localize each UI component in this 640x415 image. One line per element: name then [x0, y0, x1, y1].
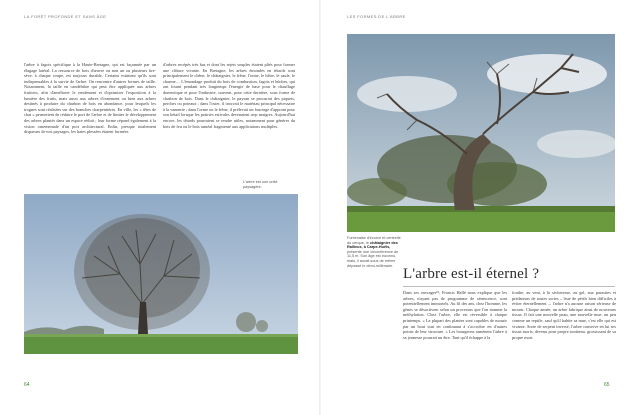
lone-tree-photo [24, 194, 298, 354]
left-column-2-text: d'arbres recépés très bas et dont les rejets souples étaient pliés pour former une clôture vivante. En Bretagne, les arbres émondés en têtards sont principalement le chêne, le châtaignier, le frêne, l'orme, le hêtre, le saule, le charme… L'émondage produit du bois de combustion, fagots et bûches, qui ont fourni pendant très longtemps l'énergie de base pour le chauffage domestique et pour l'industrie, souvent, pour cette dernière, sous forme de charbon de bois. Dans le châtaignier, le paysan se procurait des piquets, perches ou poteaux ; dans l'osier, il trouvait le matériau principal nécessaire à la vannerie ; dans l'orme ou le frêne, il prélevait un fourrage d'appoint pour son bétail lorsque les prairies estivales devenaient trop maigres. Aujourd'hui encore, les têtards pourraient se rendre utiles, notamment pour générer du bois de feu ou le bois raméal fragmenté aux applications multiples. [163, 62, 295, 129]
right-caption [347, 236, 405, 268]
left-column-1-text: l'arbre à fagots spécifique à la Haute-Bretagne, qui est façonnée par un élagage latéral. La ressource de bois d'œuvre ou non un ou plusieurs tire-sève, à chaque coupe, est toujours durable. Certains estiment qu'ils sont indispensables à la survie de l'arbre. On rencontre d'autres formes de taille. Notamment, la taille en candélabre qui peut être appliquée aux arbres fruitiers, afin d'améliorer le rendement et d'optimiser l'exposition à la lumière des fruits, mais aussi aux arbres d'ornement ou bien aux arbres destinés à produire du charbon de bois en abondance, pour lesquels les trognes sont réalisées sur des branches charpentières. En ville, les « têtes de chat » permettent de réduire le port de l'arbre et de limiter le développement des arbres plantés dans un espace réduit ; leur forme répond également à la vision ornementale d'un port architectural. Enfin, presque totalement disparues de nos paysages, les haies plessées étaient formées [24, 62, 156, 135]
left-column-1 [24, 62, 156, 135]
right-caption-bold2: à Carpe-Huëls, [363, 245, 391, 250]
right-caption-rest: présente une circonférence de 11,5 m. Son âge est inconnu, mais, il aurait sous de même dépassé le demi-millénaire. [347, 249, 399, 268]
left-running-head: LA FORÊT PROFONDE ET SANS ÂGE [24, 14, 107, 19]
right-page-number: 65 [604, 382, 610, 388]
old-chestnut-photo [347, 34, 615, 232]
old-chestnut-illustration [347, 34, 615, 232]
right-caption-line1: Fontenaise d'écorce et [347, 236, 386, 240]
right-caption-line2: centrelle du cerque, le [347, 236, 401, 245]
right-caption-bold1: châtaignier des Rallieux, [347, 240, 398, 250]
right-column-1-text: Dans ses ouvrages¹⁸, Francis Hallé nous explique que les arbres, n'ayant pas de programme de sénescence, sont potentiellement immortels. Au fil des ans, chez l'homme, les gènes se désactivent selon un processus que l'on nomme la méthylation. Chez l'arbre, elle est réversible à chaque printemps. « La plupart des plantes sont capables de mourir par un bout tout en continuant à s'accroître en d'autres points de leur structure. » Les bourgeons ramènent l'arbre à sa jeunesse pourrait un être. Tant qu'il échappe à la [403, 290, 507, 340]
left-column-2 [163, 62, 295, 129]
right-column-2 [512, 290, 616, 340]
left-page-number: 64 [24, 382, 30, 388]
book-spine [319, 0, 321, 415]
lone-tree-illustration [24, 194, 298, 354]
title-rule [403, 286, 615, 287]
right-column-2-text: foudre, au vent, à la sécheresse, au gel, aux parasites et prédateurs de toutes sortes – liste de périls bien difficiles à éviter éternellement –, l'arbre n'a aucune raison sérieuse de mourir. Chaque année, un arbre fabrique ainsi de nouveaux tissus. Il fait une nouvelle peau, une nouvelle mue, un peu comme un reptile, sauf qu'il habite sa mue, c'est elle qui est vivante. Sorte de serpent inversé, l'arbre conserve en lui ses tissus morts, devenu pour propre tombeau, grossissant de sa propre mort. [512, 290, 616, 340]
left-caption: L'arbre est une unité paysagère. [243, 180, 278, 189]
section-title: L'arbre est-il éternel ? [403, 266, 540, 282]
right-column-1 [403, 290, 507, 340]
right-running-head: LES FORMES DE L'ARBRE [347, 14, 406, 19]
